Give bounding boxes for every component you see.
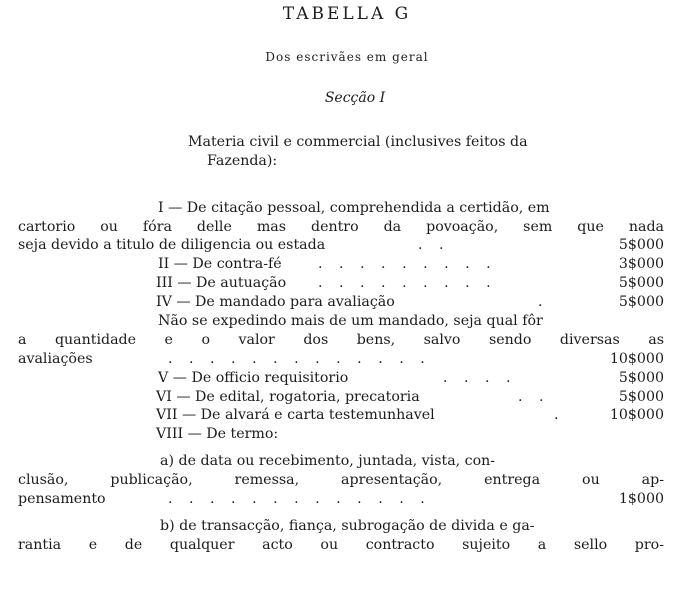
item-viii-b-line-1: b) de transacção, fiança, subrogação de divida e ga-: [160, 518, 535, 534]
item-vii-row: [18, 406, 664, 424]
item-vii-value: 10$000: [609, 407, 664, 423]
item-i-line-1: I — De citação pessoal, comprehendida a certidão, em: [158, 200, 550, 216]
item-viii-b-line-2: rantia e de qualquer acto ou contracto sujeito a sello pro-: [18, 537, 664, 553]
item-iii-row: [18, 274, 664, 292]
intro-line-1: Materia civil e commercial (inclusives feitos da: [188, 134, 528, 150]
item-iii-label: III — De autuação: [156, 275, 287, 291]
item-viii-a-row: [18, 490, 664, 508]
item-iv-note-value: 10$000: [609, 351, 664, 367]
item-vii-label: VII — De alvará e carta testemunhavel: [156, 407, 435, 423]
item-viii-a-line-2: clusão, publicação, remessa, apresentação, entrega ou ap-: [18, 472, 664, 488]
dot-leader: . . . . . . . . .: [318, 256, 497, 272]
item-i-line-2: cartorio ou fóra delle mas dentro da povoação, sem que nada: [18, 219, 664, 235]
item-iv-note-1: Não se expedindo mais de um mandado, seja qual fôr: [158, 313, 543, 329]
item-i-row: [18, 236, 664, 254]
item-v-row: [18, 369, 664, 387]
item-iv-note-row: [18, 350, 664, 368]
item-iv-note-3: avaliações: [18, 351, 93, 367]
item-v-label: V — De officio requisitorio: [158, 370, 349, 386]
table-title: TABELLA G: [282, 4, 412, 24]
item-v-value: 5$000: [618, 370, 664, 386]
item-ii-label: II — De contra-fé: [158, 256, 282, 272]
item-vi-value: 5$000: [618, 389, 664, 405]
dot-leader: . . . . . . . . .: [318, 275, 497, 291]
dot-leader: . . . .: [443, 370, 517, 386]
item-vi-row: [18, 388, 664, 406]
item-iii-value: 5$000: [618, 275, 664, 291]
item-iv-row: [18, 293, 664, 311]
table-subtitle: Dos escrivães em geral: [265, 50, 429, 64]
item-viii-a-line-3: pensamento: [18, 491, 106, 507]
item-vi-label: VI — De edital, rogatoria, precatoria: [156, 389, 420, 405]
dot-leader: .: [554, 407, 565, 423]
item-i-value: 5$000: [618, 237, 664, 253]
item-iv-value: 5$000: [618, 294, 664, 310]
dot-leader: . .: [518, 389, 550, 405]
item-iv-label: IV — De mandado para avaliação: [156, 294, 395, 310]
item-viii-a-line-1: a) de data ou recebimento, juntada, vista, con-: [160, 453, 496, 469]
section-heading: Secção I: [324, 90, 386, 106]
intro-line-2: Fazenda):: [207, 153, 278, 169]
item-ii-row: [18, 255, 664, 273]
item-viii-label: VIII — De termo:: [156, 426, 279, 442]
dot-leader: .: [538, 294, 549, 310]
item-i-line-3: seja devido a titulo de diligencia ou estada: [18, 237, 326, 253]
item-ii-value: 3$000: [618, 256, 664, 272]
dot-leader: . . . . . . . . . . . . .: [168, 351, 431, 367]
item-viii-a-value: 1$000: [618, 491, 664, 507]
item-iv-note-2: a quantidade e o valor dos bens, salvo sendo diversas as: [18, 332, 664, 348]
dot-leader: . . . . . . . . . . . . .: [168, 491, 431, 507]
dot-leader: . .: [418, 237, 450, 253]
